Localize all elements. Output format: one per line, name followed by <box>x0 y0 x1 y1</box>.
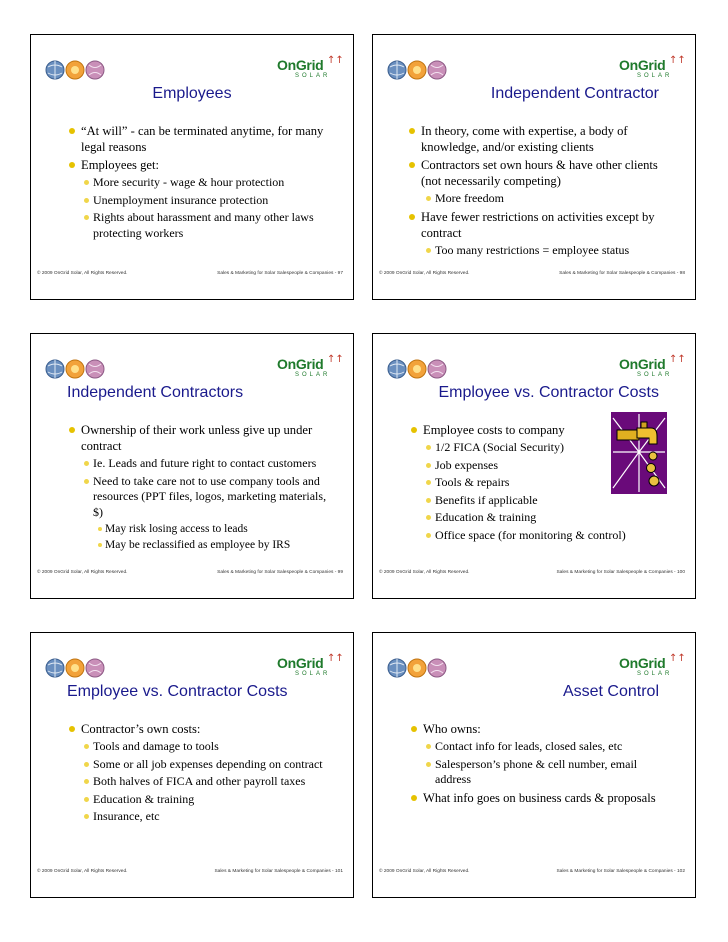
bullet-item: 1/2 FICA (Social Security) <box>373 440 695 456</box>
logo-arrows-icon: ↑↑ <box>327 55 344 66</box>
bullet-item: Benefits if applicable <box>373 493 695 509</box>
decorative-balls-icon <box>387 59 447 81</box>
bullet-item: Both halves of FICA and other payroll taxes <box>31 774 353 790</box>
slide-footer <box>31 869 353 879</box>
copyright-text: © 2009 OnGrid Solar, All Rights Reserved. <box>37 570 128 575</box>
bullet-item: More freedom <box>373 191 695 207</box>
bullet-item: Contractors set own hours & have other clients (not necessarily competing) <box>373 157 695 189</box>
copyright-text: © 2009 OnGrid Solar, All Rights Reserved. <box>379 869 470 874</box>
copyright-text: © 2009 OnGrid Solar, All Rights Reserved. <box>37 869 128 874</box>
slide-footer <box>373 570 695 580</box>
slide-footer <box>31 570 353 580</box>
bullet-item: Who owns: <box>373 721 695 737</box>
footer-course: Sales & Marketing for Solar Salespeople & Companies - <box>217 570 338 575</box>
page-number: 99 <box>337 570 343 575</box>
bullet-item: Tools and damage to tools <box>31 739 353 755</box>
logo-name: OnGrid <box>277 57 324 73</box>
page-number: 100 <box>676 570 685 575</box>
ongrid-solar-logo <box>619 354 685 384</box>
footer-course: Sales & Marketing for Solar Salespeople & Companies - <box>559 271 680 276</box>
slide-body <box>31 721 353 827</box>
slide-body <box>373 721 695 808</box>
bullet-item: Salesperson’s phone & cell number, email address <box>373 757 695 788</box>
slide-title: Employee vs. Contractor Costs <box>67 683 288 700</box>
bullet-item: May be reclassified as employee by IRS <box>31 538 353 553</box>
bullet-item: Office space (for monitoring & control) <box>373 528 695 544</box>
slide-6 <box>372 632 696 898</box>
logo-tagline: SOLAR <box>295 671 331 677</box>
bullet-item: May risk losing access to leads <box>31 522 353 537</box>
slide-footer <box>373 869 695 879</box>
slide-2 <box>372 34 696 300</box>
page-reference <box>556 869 685 874</box>
decorative-balls-icon <box>45 657 105 679</box>
slide-title: Asset Control <box>562 683 659 700</box>
page-reference <box>214 869 343 874</box>
logo-arrows-icon: ↑↑ <box>327 354 344 365</box>
logo-tagline: SOLAR <box>637 73 673 79</box>
footer-course: Sales & Marketing for Solar Salespeople & Companies - <box>214 869 335 874</box>
ongrid-solar-logo <box>277 354 343 384</box>
bullet-item: Unemployment insurance protection <box>31 193 353 209</box>
slide-title: Employee vs. Contractor Costs <box>438 384 659 401</box>
page-reference <box>559 271 685 276</box>
faucet-coins-icon <box>611 412 667 494</box>
bullet-item: Insurance, etc <box>31 809 353 825</box>
bullet-item: “At will” - can be terminated anytime, for many legal reasons <box>31 123 353 155</box>
page-reference <box>556 570 685 575</box>
slide-1 <box>30 34 354 300</box>
decorative-balls-icon <box>45 358 105 380</box>
slide-footer <box>373 271 695 281</box>
bullet-item: In theory, come with expertise, a body of knowledge, and/or existing clients <box>373 123 695 155</box>
bullet-item: Rights about harassment and many other laws protecting workers <box>31 210 353 241</box>
logo-name: OnGrid <box>619 356 666 372</box>
page-number: 98 <box>679 271 685 276</box>
logo-tagline: SOLAR <box>637 372 673 378</box>
page-number: 97 <box>337 271 343 276</box>
bullet-item: Employee costs to company <box>373 422 695 438</box>
bullet-item: Education & training <box>31 792 353 808</box>
logo-tagline: SOLAR <box>637 671 673 677</box>
bullet-item: More security - wage & hour protection <box>31 175 353 191</box>
slide-3 <box>30 333 354 599</box>
copyright-text: © 2009 OnGrid Solar, All Rights Reserved. <box>37 271 128 276</box>
bullet-item: Need to take care not to use company tools and resources (PPT files, logos, marketing materials, $) <box>31 474 353 521</box>
bullet-item: Have fewer restrictions on activities except by contract <box>373 209 695 241</box>
decorative-balls-icon <box>387 657 447 679</box>
logo-arrows-icon: ↑↑ <box>669 354 686 365</box>
footer-course: Sales & Marketing for Solar Salespeople & Companies - <box>217 271 338 276</box>
copyright-text: © 2009 OnGrid Solar, All Rights Reserved. <box>379 271 470 276</box>
logo-arrows-icon: ↑↑ <box>669 653 686 664</box>
page-reference <box>217 271 343 276</box>
bullet-item: Employees get: <box>31 157 353 173</box>
bullet-item: Job expenses <box>373 458 695 474</box>
bullet-item: Some or all job expenses depending on contract <box>31 757 353 773</box>
slide-title: Independent Contractor <box>490 85 659 102</box>
footer-course: Sales & Marketing for Solar Salespeople & Companies - <box>556 869 677 874</box>
decorative-balls-icon <box>387 358 447 380</box>
slide-footer <box>31 271 353 281</box>
ongrid-solar-logo <box>277 55 343 85</box>
logo-name: OnGrid <box>277 655 324 671</box>
logo-arrows-icon: ↑↑ <box>669 55 686 66</box>
slide-body <box>373 123 695 260</box>
bullet-item: Ie. Leads and future right to contact customers <box>31 456 353 472</box>
decorative-balls-icon <box>45 59 105 81</box>
page-reference <box>217 570 343 575</box>
bullet-item: What info goes on business cards & proposals <box>373 790 695 806</box>
bullet-item: Too many restrictions = employee status <box>373 243 695 259</box>
slide-body <box>31 123 353 243</box>
slide-title: Employees <box>152 85 232 102</box>
logo-tagline: SOLAR <box>295 73 331 79</box>
logo-arrows-icon: ↑↑ <box>327 653 344 664</box>
bullet-item: Ownership of their work unless give up under contract <box>31 422 353 454</box>
bullet-item: Education & training <box>373 510 695 526</box>
copyright-text: © 2009 OnGrid Solar, All Rights Reserved. <box>379 570 470 575</box>
ongrid-solar-logo <box>619 653 685 683</box>
logo-name: OnGrid <box>619 57 666 73</box>
bullet-item: Contractor’s own costs: <box>31 721 353 737</box>
slide-4 <box>372 333 696 599</box>
logo-name: OnGrid <box>277 356 324 372</box>
logo-tagline: SOLAR <box>295 372 331 378</box>
slide-title: Independent Contractors <box>67 384 244 401</box>
page-number: 101 <box>334 869 343 874</box>
slide-5 <box>30 632 354 898</box>
bullet-item: Contact info for leads, closed sales, etc <box>373 739 695 755</box>
slide-body <box>31 422 353 553</box>
bullet-item: Tools & repairs <box>373 475 695 491</box>
ongrid-solar-logo <box>619 55 685 85</box>
ongrid-solar-logo <box>277 653 343 683</box>
footer-course: Sales & Marketing for Solar Salespeople & Companies - <box>556 570 677 575</box>
logo-name: OnGrid <box>619 655 666 671</box>
page-number: 102 <box>676 869 685 874</box>
